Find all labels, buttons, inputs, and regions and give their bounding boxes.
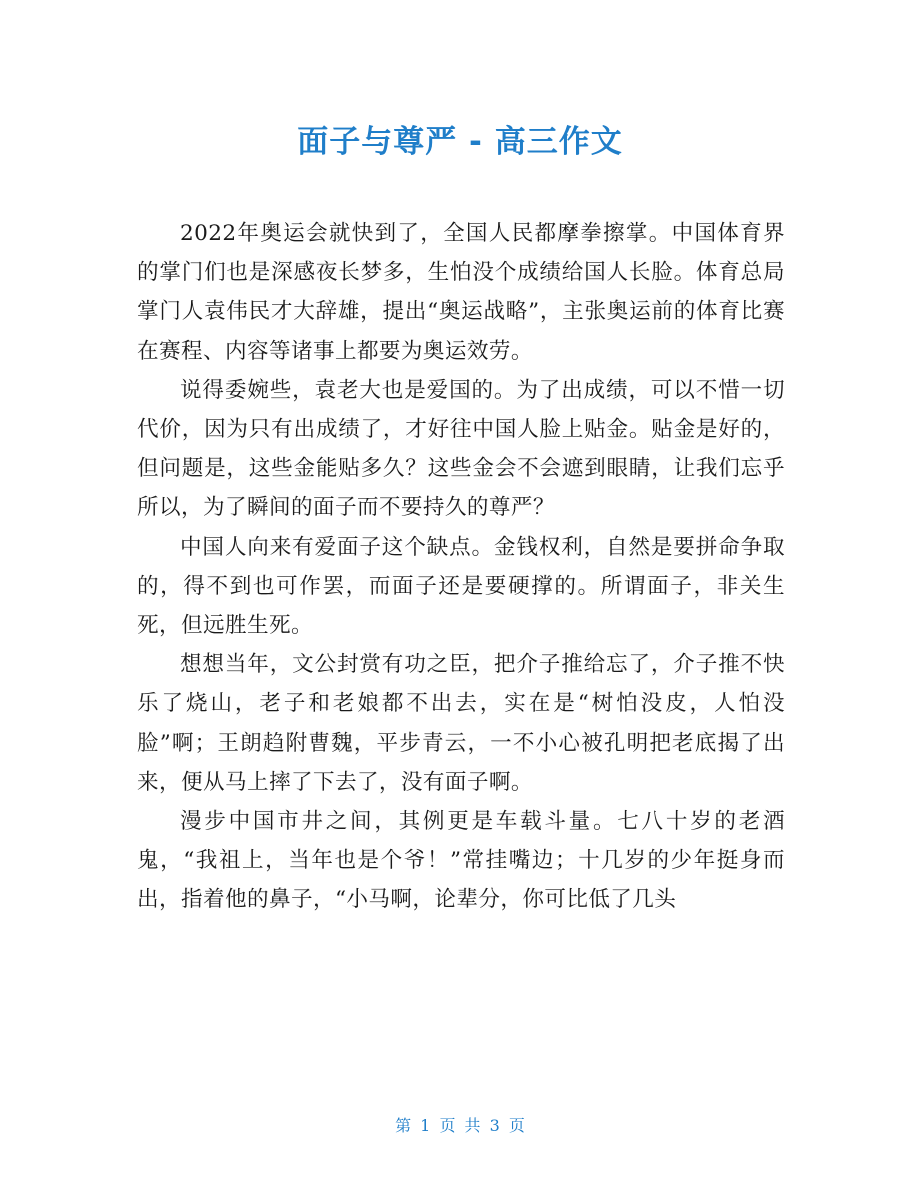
document-body [137, 214, 785, 920]
paragraph: 说得委婉些，袁老大也是爱国的。为了出成绩，可以不惜一切代价，因为只有出成绩了，才好往中国人脸上贴金。贴金是好的，但问题是，这些金能贴多久？这些金会不会遮到眼睛，让我们忘乎所以，为了瞬间的面子而不要持久的尊严？ [137, 377, 785, 521]
document-title: 面子与尊严 - 高三作文 [297, 124, 623, 160]
paragraph: 中国人向来有爱面子这个缺点。金钱权利，自然是要拼命争取的，得不到也可作罢，而面子还是要硬撑的。所谓面子，非关生死，但远胜生死。 [137, 534, 785, 639]
page-number-footer: 第 1 页 共 3 页 [395, 1116, 525, 1135]
paragraph: 漫步中国市井之间，其例更是车载斗量。七八十岁的老酒鬼，“我祖上，当年也是个爷！”常挂嘴边；十几岁的少年挺身而出，指着他的鼻子，“小马啊，论辈分，你可比低了几头 [137, 809, 785, 913]
paragraph: 2022年奥运会就快到了，全国人民都摩拳擦掌。中国体育界的掌门们也是深感夜长梦多，生怕没个成绩给国人长脸。体育总局掌门人袁伟民才大辞雄，提出“奥运战略”，主张奥运前的体育比赛在赛程、内容等诸事上都要为奥运效劳。 [137, 221, 785, 364]
paragraph: 想想当年，文公封赏有功之臣，把介子推给忘了，介子推不快乐了烧山，老子和老娘都不出去，实在是“树怕没皮，人怕没脸”啊；王朗趋附曹魏，平步青云，一不小心被孔明把老底揭了出来，便从马上摔了下去了，没有面子啊。 [137, 652, 785, 795]
